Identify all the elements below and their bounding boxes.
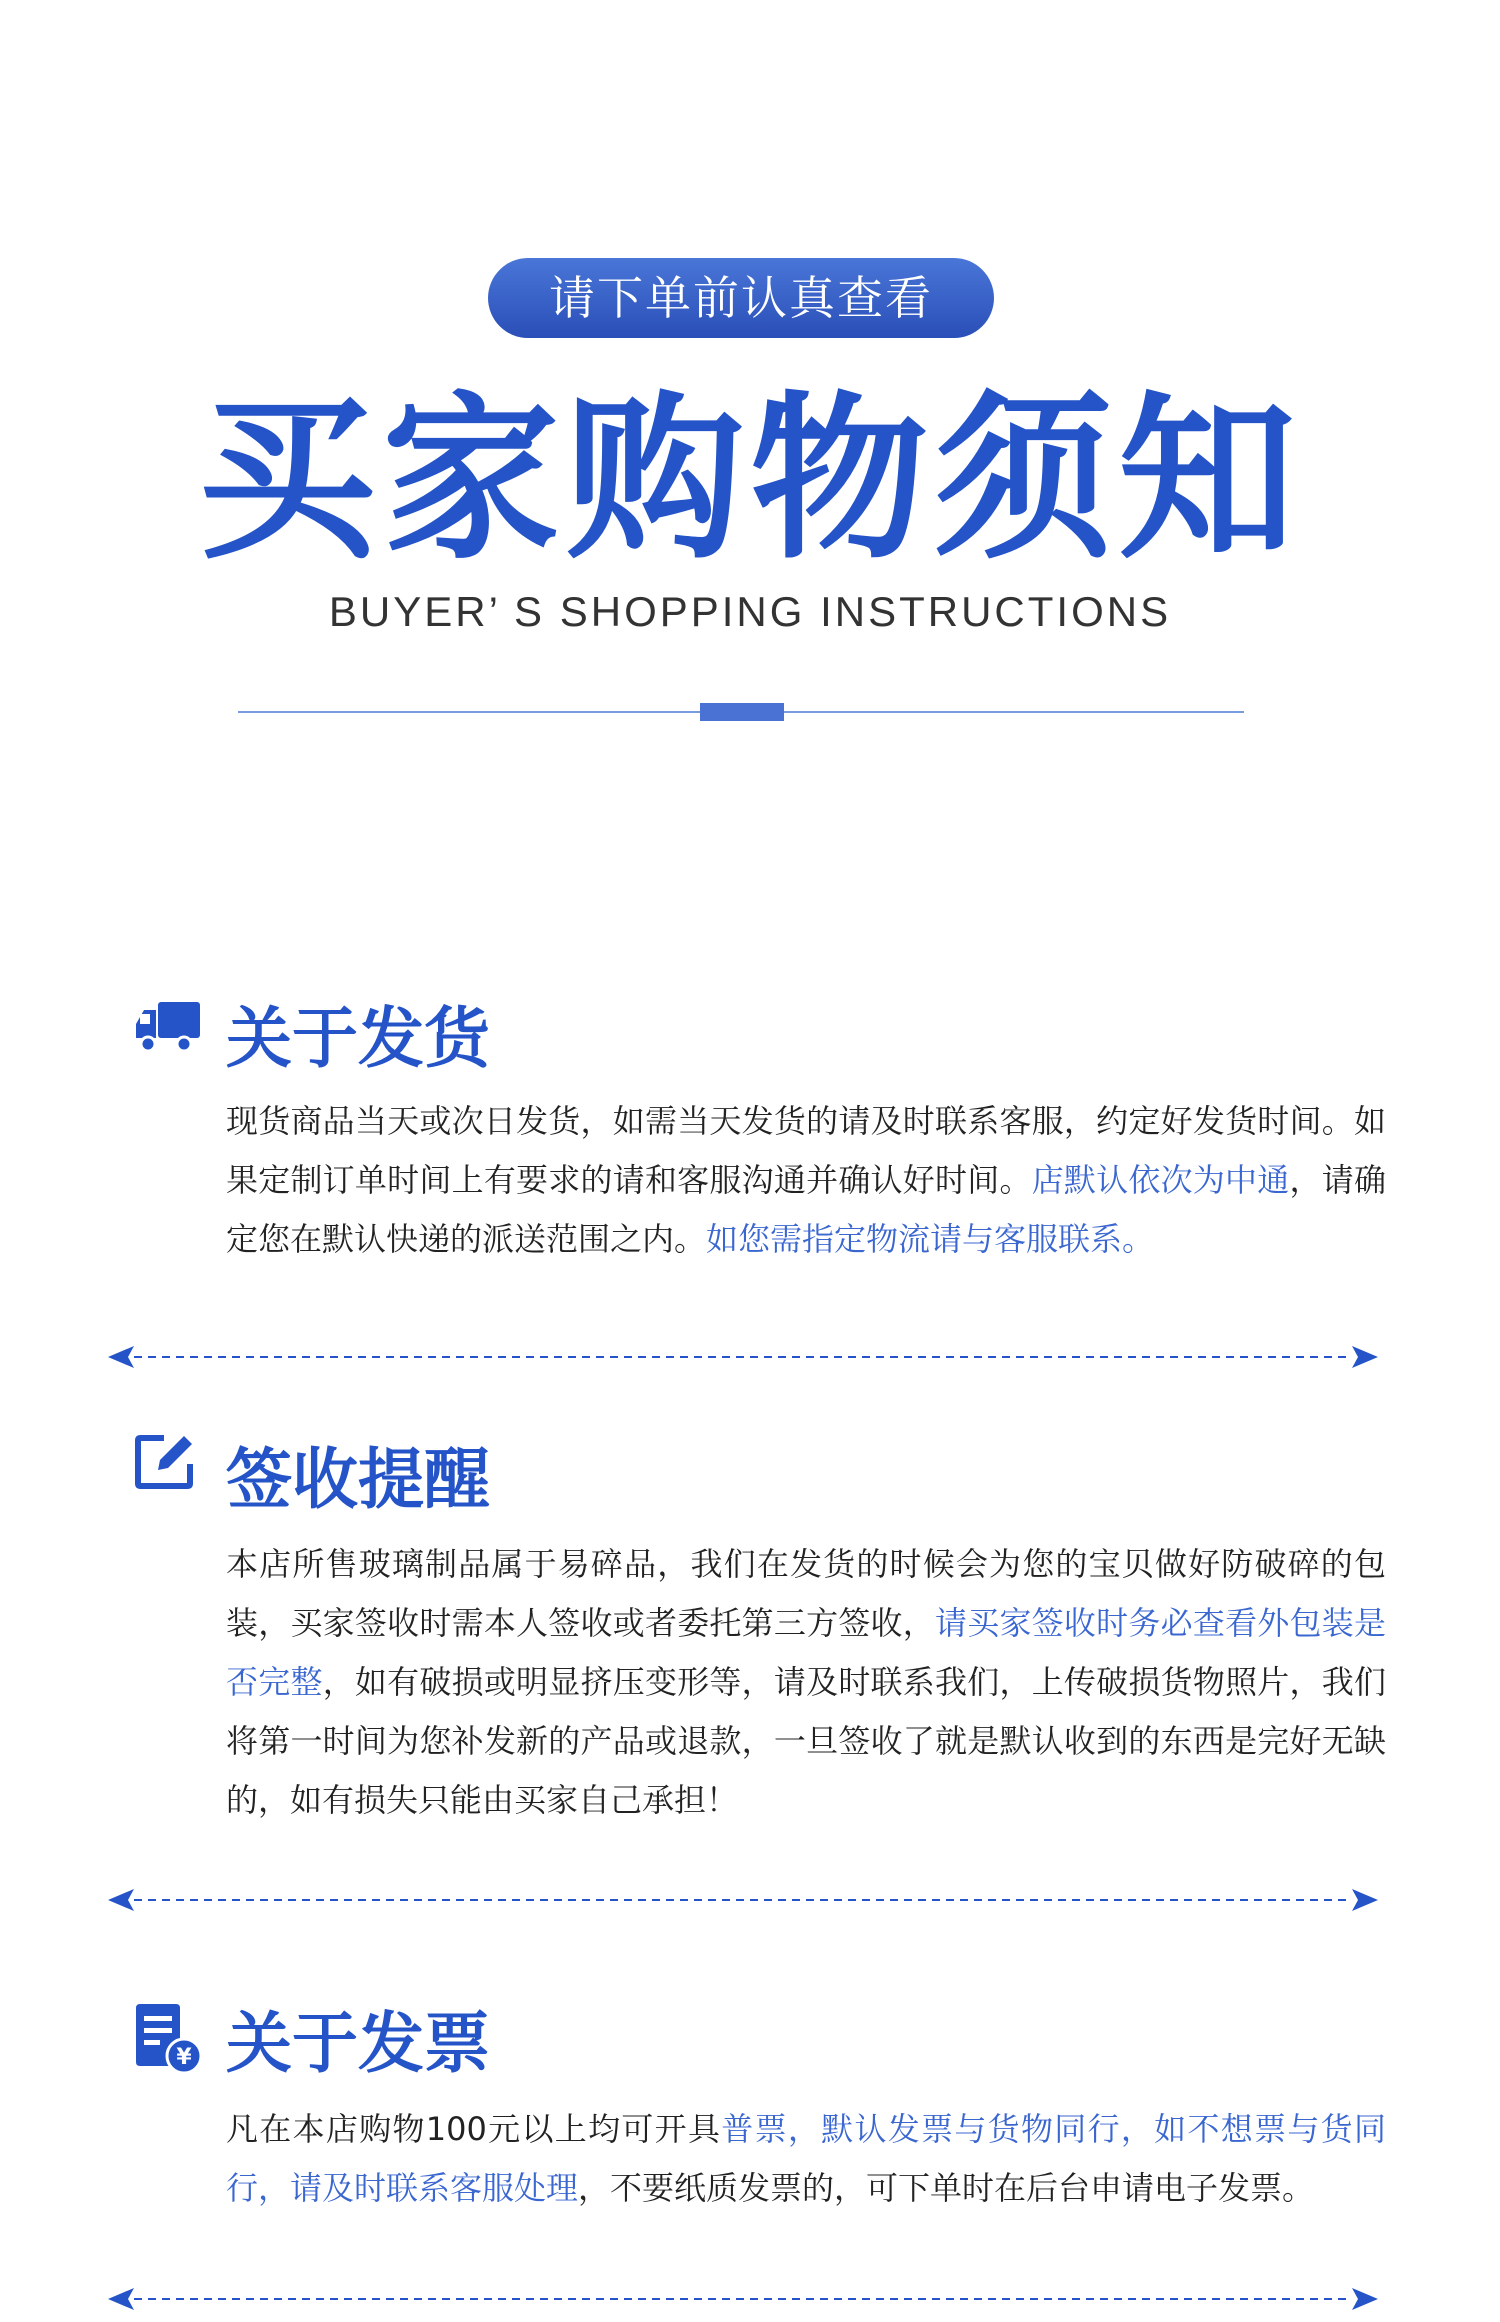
invoice-icon <box>134 2004 204 2076</box>
page-title: 买家购物须知 <box>198 376 1302 583</box>
truck-icon <box>132 998 202 1058</box>
dashed-separator <box>108 1342 1378 1372</box>
section-title-shipping: 关于发货 <box>226 1000 490 1077</box>
section-body-shipping: 现货商品当天或次日发货，如需当天发货的请及时联系客服，约定好发货时间。如果定制订单时间上有要求的请和客服沟通并确认好时间。店默认依次为中通，请确定您在默认快递的派送范围之内。如您需指定物流请与客服联系。 <box>226 1102 1386 1258</box>
edit-icon <box>134 1430 198 1490</box>
page-subtitle: BUYER’ S SHOPPING INSTRUCTIONS <box>328 588 1172 635</box>
section-title-delivery-check: 签收提醒 <box>226 1441 490 1518</box>
svg-text:¥: ¥ <box>176 2045 192 2070</box>
notice-pill: 请下单前认真查看 <box>488 258 994 338</box>
section-body-delivery-check: 本店所售玻璃制品属于易碎品，我们在发货的时候会为您的宝贝做好防破碎的包装，买家签收时需本人签收或者委托第三方签收，请买家签收时务必查看外包装是否完整，如有破损或明显挤压变形等，请及时联系我们，上传破损货物照片，我们将第一时间为您补发新的产品或退款，一旦签收了就是默认收到的东西是完好无缺的，如有损失只能由买家自己承担！ <box>226 1545 1386 1819</box>
section-title-invoice: 关于发票 <box>226 2005 490 2082</box>
dashed-separator <box>108 1885 1378 1915</box>
header-divider-mark <box>700 703 784 721</box>
section-body-invoice: 凡在本店购物100元以上均可开具普票，默认发票与货物同行，如不想票与货同行，请及时联系客服处理，不要纸质发票的，可下单时在后台申请电子发票。 <box>226 2110 1386 2207</box>
dashed-separator <box>108 2284 1378 2314</box>
